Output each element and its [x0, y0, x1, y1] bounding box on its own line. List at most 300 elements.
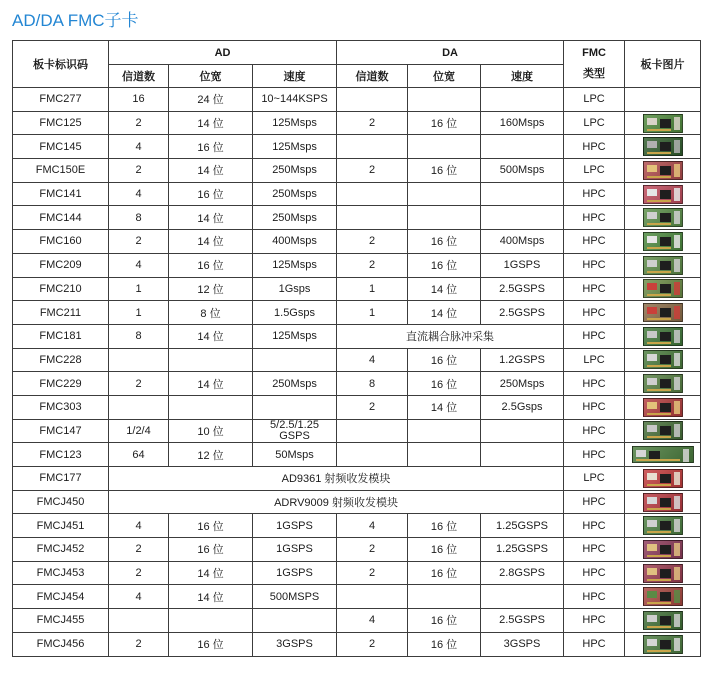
- board-component: [647, 318, 671, 320]
- board-image-cell: [625, 135, 701, 159]
- board-id-cell: FMC229: [13, 372, 109, 396]
- header-fmc-type-line1: FMC: [582, 47, 606, 59]
- board-component: [660, 261, 671, 270]
- board-component: [674, 377, 680, 390]
- board-photo: [643, 350, 683, 369]
- ad-speed-cell: 1.5Gsps: [253, 301, 337, 325]
- board-component: [674, 259, 680, 272]
- table-row: [13, 514, 701, 538]
- ad-channels-cell: 1: [109, 301, 169, 325]
- table-row: [13, 348, 701, 372]
- ad-speed-cell: 500MSPS: [253, 585, 337, 609]
- fmc-type-cell: HPC: [564, 561, 625, 585]
- board-component: [674, 519, 680, 532]
- board-component: [674, 353, 680, 366]
- board-photo: [632, 446, 694, 463]
- ad-speed-cell: 125Msps: [253, 111, 337, 135]
- table-row: [13, 467, 701, 491]
- da-bits-cell: [408, 88, 481, 112]
- board-component: [674, 140, 680, 153]
- board-photo: [643, 516, 683, 535]
- da-bits-cell: 16 位: [408, 561, 481, 585]
- da-bits-cell: 14 位: [408, 395, 481, 419]
- header-row-groups: [13, 41, 701, 65]
- ad-channels-cell: 2: [109, 372, 169, 396]
- board-component: [647, 639, 657, 646]
- table-row: [13, 419, 701, 443]
- header-fmc-type-line2: 类型: [583, 68, 606, 80]
- header-da: DA: [337, 41, 564, 65]
- fmc-type-cell: HPC: [564, 538, 625, 562]
- da-speed-cell: 160Msps: [481, 111, 564, 135]
- da-speed-cell: 2.8GSPS: [481, 561, 564, 585]
- fmc-type-cell: HPC: [564, 585, 625, 609]
- ad-bits-cell: 14 位: [169, 159, 253, 183]
- header-ad-speed: 速度: [253, 65, 337, 88]
- board-photo: [643, 161, 683, 180]
- ad-speed-cell: 250Msps: [253, 182, 337, 206]
- board-component: [660, 640, 671, 649]
- board-component: [660, 426, 671, 435]
- board-id-cell: FMCJ456: [13, 632, 109, 656]
- board-component: [674, 211, 680, 224]
- table-row: [13, 324, 701, 348]
- board-component: [660, 403, 671, 412]
- board-component: [660, 284, 671, 293]
- ad-bits-cell: 16 位: [169, 253, 253, 277]
- board-id-cell: FMC177: [13, 467, 109, 491]
- board-component: [647, 342, 671, 344]
- board-component: [674, 306, 680, 319]
- ad-bits-cell: 14 位: [169, 230, 253, 254]
- board-image-cell: [625, 585, 701, 609]
- board-id-cell: FMCJ453: [13, 561, 109, 585]
- ad-speed-cell: 3GSPS: [253, 632, 337, 656]
- board-image-cell: [625, 632, 701, 656]
- board-component: [660, 213, 671, 222]
- da-speed-cell: 1.2GSPS: [481, 348, 564, 372]
- da-channels-cell: 1: [337, 277, 408, 301]
- ad-channels-cell: 4: [109, 253, 169, 277]
- da-speed-cell: 1.25GSPS: [481, 538, 564, 562]
- board-id-cell: FMC211: [13, 301, 109, 325]
- board-component: [647, 436, 671, 438]
- table-row: [13, 632, 701, 656]
- da-bits-cell: 16 位: [408, 348, 481, 372]
- header-fmc-type: [564, 41, 625, 88]
- board-photo: [643, 114, 683, 133]
- da-speed-cell: 1GSPS: [481, 253, 564, 277]
- board-photo: [643, 256, 683, 275]
- header-ad: AD: [109, 41, 337, 65]
- board-image-cell: [625, 277, 701, 301]
- da-channels-cell: 2: [337, 111, 408, 135]
- table-body: [13, 88, 701, 657]
- da-bits-cell: 16 位: [408, 514, 481, 538]
- board-id-cell: FMC303: [13, 395, 109, 419]
- da-channels-cell: [337, 206, 408, 230]
- da-channels-cell: 2: [337, 632, 408, 656]
- board-photo: [643, 137, 683, 156]
- da-channels-cell: 8: [337, 372, 408, 396]
- board-component: [647, 165, 657, 172]
- board-component: [647, 544, 657, 551]
- board-component: [647, 354, 657, 361]
- board-component: [674, 614, 680, 627]
- board-component: [647, 591, 657, 598]
- fmc-type-cell: HPC: [564, 514, 625, 538]
- fmc-type-cell: HPC: [564, 609, 625, 633]
- ad-speed-cell: 250Msps: [253, 159, 337, 183]
- da-bits-cell: [408, 443, 481, 467]
- board-component: [636, 450, 646, 457]
- ad-bits-cell: 14 位: [169, 585, 253, 609]
- board-component: [647, 520, 657, 527]
- ad-bits-cell: [169, 609, 253, 633]
- page-title: AD/DA FMC子卡: [12, 11, 139, 30]
- board-component: [647, 497, 657, 504]
- fmc-type-cell: HPC: [564, 324, 625, 348]
- board-component: [647, 236, 657, 243]
- da-bits-cell: 16 位: [408, 230, 481, 254]
- da-channels-cell: 4: [337, 514, 408, 538]
- board-component: [647, 247, 671, 249]
- da-channels-cell: [337, 419, 408, 443]
- board-component: [647, 365, 671, 367]
- ad-bits-cell: [169, 395, 253, 419]
- da-channels-cell: [337, 135, 408, 159]
- board-component: [647, 378, 657, 385]
- ad-speed-cell: 50Msps: [253, 443, 337, 467]
- board-component: [647, 152, 671, 154]
- board-image-cell: [625, 419, 701, 443]
- board-id-cell: FMC123: [13, 443, 109, 467]
- board-component: [647, 413, 671, 415]
- board-component: [647, 200, 671, 202]
- fmc-type-cell: HPC: [564, 253, 625, 277]
- ad-speed-cell: 10~144KSPS: [253, 88, 337, 112]
- board-component: [647, 508, 671, 510]
- header-ad-channels: 信道数: [109, 65, 169, 88]
- da-bits-cell: 16 位: [408, 372, 481, 396]
- ad-speed-cell: 250Msps: [253, 372, 337, 396]
- header-ad-bits: 位宽: [169, 65, 253, 88]
- board-photo: [643, 635, 683, 654]
- ad-channels-cell: 2: [109, 230, 169, 254]
- ad-channels-cell: 1/2/4: [109, 419, 169, 443]
- fmc-type-cell: HPC: [564, 230, 625, 254]
- board-component: [647, 283, 657, 290]
- board-image-cell: [625, 561, 701, 585]
- fmc-type-cell: LPC: [564, 88, 625, 112]
- ad-channels-cell: 4: [109, 585, 169, 609]
- board-component: [647, 531, 671, 533]
- board-component: [636, 459, 680, 461]
- da-channels-cell: 2: [337, 395, 408, 419]
- board-component: [647, 260, 657, 267]
- board-photo: [643, 398, 683, 417]
- table-row: [13, 135, 701, 159]
- board-photo: [643, 540, 683, 559]
- ad-speed-cell: 1GSPS: [253, 538, 337, 562]
- ad-bits-cell: 16 位: [169, 514, 253, 538]
- board-id-cell: FMC144: [13, 206, 109, 230]
- header-da-speed: 速度: [481, 65, 564, 88]
- da-speed-cell: 250Msps: [481, 372, 564, 396]
- board-component: [674, 472, 680, 485]
- board-component: [683, 449, 689, 462]
- da-note-cell: 直流耦合脉冲采集: [337, 324, 564, 348]
- table-row: [13, 206, 701, 230]
- board-image-cell: [625, 111, 701, 135]
- board-component: [647, 568, 657, 575]
- board-component: [647, 602, 671, 604]
- ad-speed-cell: 1GSPS: [253, 561, 337, 585]
- board-component: [647, 176, 671, 178]
- board-image-cell: [625, 609, 701, 633]
- da-bits-cell: 16 位: [408, 538, 481, 562]
- da-speed-cell: [481, 182, 564, 206]
- board-component: [660, 332, 671, 341]
- board-id-cell: FMC181: [13, 324, 109, 348]
- board-component: [647, 271, 671, 273]
- board-component: [674, 590, 680, 603]
- da-speed-cell: [481, 419, 564, 443]
- da-bits-cell: 16 位: [408, 609, 481, 633]
- board-component: [647, 189, 657, 196]
- da-channels-cell: 2: [337, 538, 408, 562]
- board-component: [647, 650, 671, 652]
- table-row: [13, 585, 701, 609]
- board-component: [660, 142, 671, 151]
- board-component: [660, 569, 671, 578]
- board-component: [660, 521, 671, 530]
- da-bits-cell: 16 位: [408, 253, 481, 277]
- da-speed-cell: 2.5GSPS: [481, 277, 564, 301]
- header-da-bits: 位宽: [408, 65, 481, 88]
- board-id-cell: FMCJ454: [13, 585, 109, 609]
- fmc-type-cell: LPC: [564, 111, 625, 135]
- board-image-cell: [625, 301, 701, 325]
- fmc-type-cell: LPC: [564, 467, 625, 491]
- board-component: [647, 484, 671, 486]
- da-bits-cell: 16 位: [408, 632, 481, 656]
- fmc-type-cell: HPC: [564, 135, 625, 159]
- board-component: [660, 190, 671, 199]
- board-photo: [643, 611, 683, 630]
- header-board-image: 板卡图片: [625, 41, 701, 88]
- board-id-cell: FMCJ450: [13, 490, 109, 514]
- ad-channels-cell: 4: [109, 135, 169, 159]
- ad-speed-cell: [253, 609, 337, 633]
- da-bits-cell: [408, 182, 481, 206]
- board-photo: [643, 421, 683, 440]
- ad-bits-cell: 16 位: [169, 632, 253, 656]
- da-speed-cell: [481, 135, 564, 159]
- fmc-type-cell: HPC: [564, 490, 625, 514]
- board-photo: [643, 587, 683, 606]
- ad-speed-cell: 1Gsps: [253, 277, 337, 301]
- board-photo: [643, 493, 683, 512]
- ad-bits-cell: [169, 348, 253, 372]
- board-id-cell: FMC145: [13, 135, 109, 159]
- ad-channels-cell: 2: [109, 159, 169, 183]
- board-component: [647, 425, 657, 432]
- da-channels-cell: 2: [337, 159, 408, 183]
- board-photo: [643, 327, 683, 346]
- board-component: [660, 545, 671, 554]
- board-component: [647, 615, 657, 622]
- table-row: [13, 277, 701, 301]
- board-component: [647, 307, 657, 314]
- board-image-cell: [625, 182, 701, 206]
- board-id-cell: FMCJ451: [13, 514, 109, 538]
- fmc-type-cell: HPC: [564, 395, 625, 419]
- da-channels-cell: 1: [337, 301, 408, 325]
- da-speed-cell: 400Msps: [481, 230, 564, 254]
- board-id-cell: FMC150E: [13, 159, 109, 183]
- board-id-cell: FMC160: [13, 230, 109, 254]
- board-component: [660, 498, 671, 507]
- board-component: [647, 389, 671, 391]
- board-id-cell: FMC277: [13, 88, 109, 112]
- board-component: [647, 331, 657, 338]
- ad-speed-cell: [253, 395, 337, 419]
- da-speed-cell: 500Msps: [481, 159, 564, 183]
- board-component: [674, 543, 680, 556]
- da-speed-cell: 2.5Gsps: [481, 395, 564, 419]
- fmc-type-cell: HPC: [564, 632, 625, 656]
- ad-speed-cell: 125Msps: [253, 135, 337, 159]
- board-component: [660, 166, 671, 175]
- board-image-cell: [625, 514, 701, 538]
- board-component: [647, 579, 671, 581]
- board-image-cell: [625, 372, 701, 396]
- fmc-type-cell: HPC: [564, 443, 625, 467]
- da-channels-cell: 4: [337, 609, 408, 633]
- ad-bits-cell: 14 位: [169, 324, 253, 348]
- fmc-type-cell: HPC: [564, 277, 625, 301]
- ad-speed-cell: 125Msps: [253, 324, 337, 348]
- board-image-cell: [625, 159, 701, 183]
- fmc-type-cell: HPC: [564, 182, 625, 206]
- ad-channels-cell: 16: [109, 88, 169, 112]
- table-row: [13, 253, 701, 277]
- ad-bits-cell: 14 位: [169, 111, 253, 135]
- board-photo: [643, 208, 683, 227]
- board-component: [647, 626, 671, 628]
- ad-bits-cell: 8 位: [169, 301, 253, 325]
- board-id-cell: FMC210: [13, 277, 109, 301]
- board-component: [647, 118, 657, 125]
- board-photo: [643, 374, 683, 393]
- table-row: [13, 182, 701, 206]
- ad-bits-cell: 12 位: [169, 277, 253, 301]
- ad-bits-cell: 14 位: [169, 206, 253, 230]
- board-component: [660, 355, 671, 364]
- fmc-type-cell: LPC: [564, 159, 625, 183]
- table-row: [13, 230, 701, 254]
- board-component: [660, 616, 671, 625]
- board-component: [660, 474, 671, 483]
- ad-bits-cell: 12 位: [169, 443, 253, 467]
- table-row: [13, 443, 701, 467]
- board-id-cell: FMC228: [13, 348, 109, 372]
- table-row: [13, 561, 701, 585]
- da-speed-cell: 2.5GSPS: [481, 609, 564, 633]
- da-bits-cell: [408, 135, 481, 159]
- table-row: [13, 372, 701, 396]
- da-channels-cell: 4: [337, 348, 408, 372]
- ad-channels-cell: 2: [109, 632, 169, 656]
- da-speed-cell: 2.5GSPS: [481, 301, 564, 325]
- ad-channels-cell: 1: [109, 277, 169, 301]
- board-component: [674, 188, 680, 201]
- ad-channels-cell: [109, 609, 169, 633]
- ad-bits-cell: 16 位: [169, 538, 253, 562]
- board-component: [674, 567, 680, 580]
- board-image-cell: [625, 490, 701, 514]
- da-speed-cell: [481, 206, 564, 230]
- board-component: [660, 592, 671, 601]
- fmc-type-cell: LPC: [564, 348, 625, 372]
- board-id-cell: FMC147: [13, 419, 109, 443]
- table-row: [13, 490, 701, 514]
- table-row: [13, 88, 701, 112]
- table-row: [13, 538, 701, 562]
- table-header: [13, 41, 701, 88]
- table-row: [13, 159, 701, 183]
- da-speed-cell: [481, 585, 564, 609]
- board-image-cell: [625, 348, 701, 372]
- da-channels-cell: [337, 182, 408, 206]
- ad-channels-cell: [109, 348, 169, 372]
- board-component: [674, 282, 680, 295]
- ad-channels-cell: [109, 395, 169, 419]
- fmc-card-table: [12, 40, 701, 657]
- board-component: [647, 223, 671, 225]
- board-image-cell: [625, 395, 701, 419]
- da-speed-cell: [481, 88, 564, 112]
- da-bits-cell: 14 位: [408, 277, 481, 301]
- da-channels-cell: [337, 88, 408, 112]
- board-id-cell: FMCJ452: [13, 538, 109, 562]
- board-photo: [643, 279, 683, 298]
- da-bits-cell: [408, 419, 481, 443]
- board-id-cell: FMC141: [13, 182, 109, 206]
- ad-channels-cell: 2: [109, 561, 169, 585]
- board-image-cell: [625, 206, 701, 230]
- board-image-cell: [625, 467, 701, 491]
- ad-speed-cell: 125Msps: [253, 253, 337, 277]
- da-bits-cell: 16 位: [408, 111, 481, 135]
- da-bits-cell: 16 位: [408, 159, 481, 183]
- board-photo: [643, 564, 683, 583]
- ad-channels-cell: 2: [109, 538, 169, 562]
- ad-bits-cell: 16 位: [169, 182, 253, 206]
- board-component: [647, 402, 657, 409]
- da-speed-cell: 1.25GSPS: [481, 514, 564, 538]
- board-component: [647, 129, 671, 131]
- board-photo: [643, 185, 683, 204]
- table-row: [13, 395, 701, 419]
- fmc-type-cell: HPC: [564, 372, 625, 396]
- da-channels-cell: [337, 443, 408, 467]
- ad-speed-cell: 1GSPS: [253, 514, 337, 538]
- ad-speed-cell: [253, 348, 337, 372]
- board-component: [674, 401, 680, 414]
- table-row: [13, 301, 701, 325]
